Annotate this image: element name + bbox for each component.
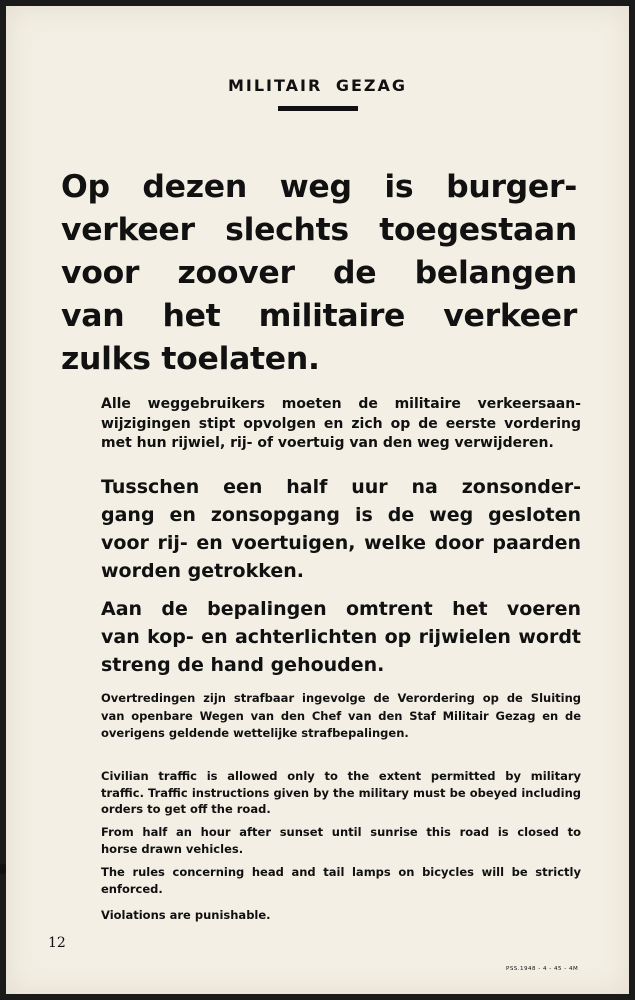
text-line: overigens geldende wettelijke strafbepalingen. <box>101 726 409 740</box>
text-line: Civilian traffic is allowed only to the extent permitted by military <box>101 769 581 783</box>
binding-mark <box>0 864 6 874</box>
headline-line: van het militaire verkeer <box>61 298 577 334</box>
text-line: The rules concerning head and tail lamps on bicycles will be strictly <box>101 865 581 879</box>
text-line: worden getrokken. <box>101 560 304 582</box>
headline-line: Op dezen weg is burger- <box>61 169 577 205</box>
english-paragraph-horse-vehicles <box>101 824 581 857</box>
poster-header: MILITAIR GEZAG <box>227 76 408 95</box>
text-line: Overtredingen zijn strafbaar ingevolge de Verordering op de Sluiting <box>101 691 581 705</box>
text-line: horse drawn vehicles. <box>101 841 244 856</box>
text-line: met hun rijwiel, rij- of voertuig van den weg verwijderen. <box>101 435 554 451</box>
dutch-paragraph-violations <box>101 690 581 743</box>
print-code: PSS.1948 - 4 - 45 - 4M <box>506 966 579 972</box>
text-line: van openbare Wegen van den Chef van den Staf Militair Gezag en de <box>101 708 581 723</box>
text-line: gang en zonsopgang is de weg gesloten <box>101 504 581 526</box>
text-line: Violations are punishable. <box>101 908 271 922</box>
text-line: Alle weggebruikers moeten de militaire verkeersaan- <box>101 396 581 412</box>
headline-line: voor zoover de belangen <box>61 255 577 291</box>
text-line: Tusschen een half uur na zonsonder- <box>101 476 581 498</box>
dutch-paragraph-road-users <box>101 395 581 454</box>
headline-line: verkeer slechts toegestaan <box>61 212 577 248</box>
text-line: orders to get off the road. <box>101 802 271 816</box>
english-paragraph-lamps <box>101 864 581 897</box>
text-line: From half an hour after sunset until sunrise this road is closed to <box>101 825 581 839</box>
text-line: streng de hand gehouden. <box>101 654 385 676</box>
text-line: traffic. Traffic instructions given by the military must be obeyed including <box>101 785 581 800</box>
header-underline <box>278 106 358 111</box>
headline <box>61 166 577 381</box>
english-paragraph-civilian-traffic <box>101 768 581 818</box>
text-line: Aan de bepalingen omtrent het voeren <box>101 598 581 620</box>
dutch-paragraph-horse-vehicles <box>101 473 581 585</box>
page-number: 12 <box>48 935 66 951</box>
dutch-paragraph-lamps <box>101 595 581 679</box>
text-line: wijzigingen stipt opvolgen en zich op de eerste vordering <box>101 415 581 432</box>
text-line: voor rij- en voertuigen, welke door paarden <box>101 532 581 554</box>
text-line: enforced. <box>101 881 163 896</box>
english-paragraph-violations <box>101 907 581 924</box>
text-line: van kop- en achterlichten op rijwielen wordt <box>101 626 581 648</box>
poster <box>6 6 629 994</box>
headline-line: zulks toelaten. <box>61 341 320 377</box>
